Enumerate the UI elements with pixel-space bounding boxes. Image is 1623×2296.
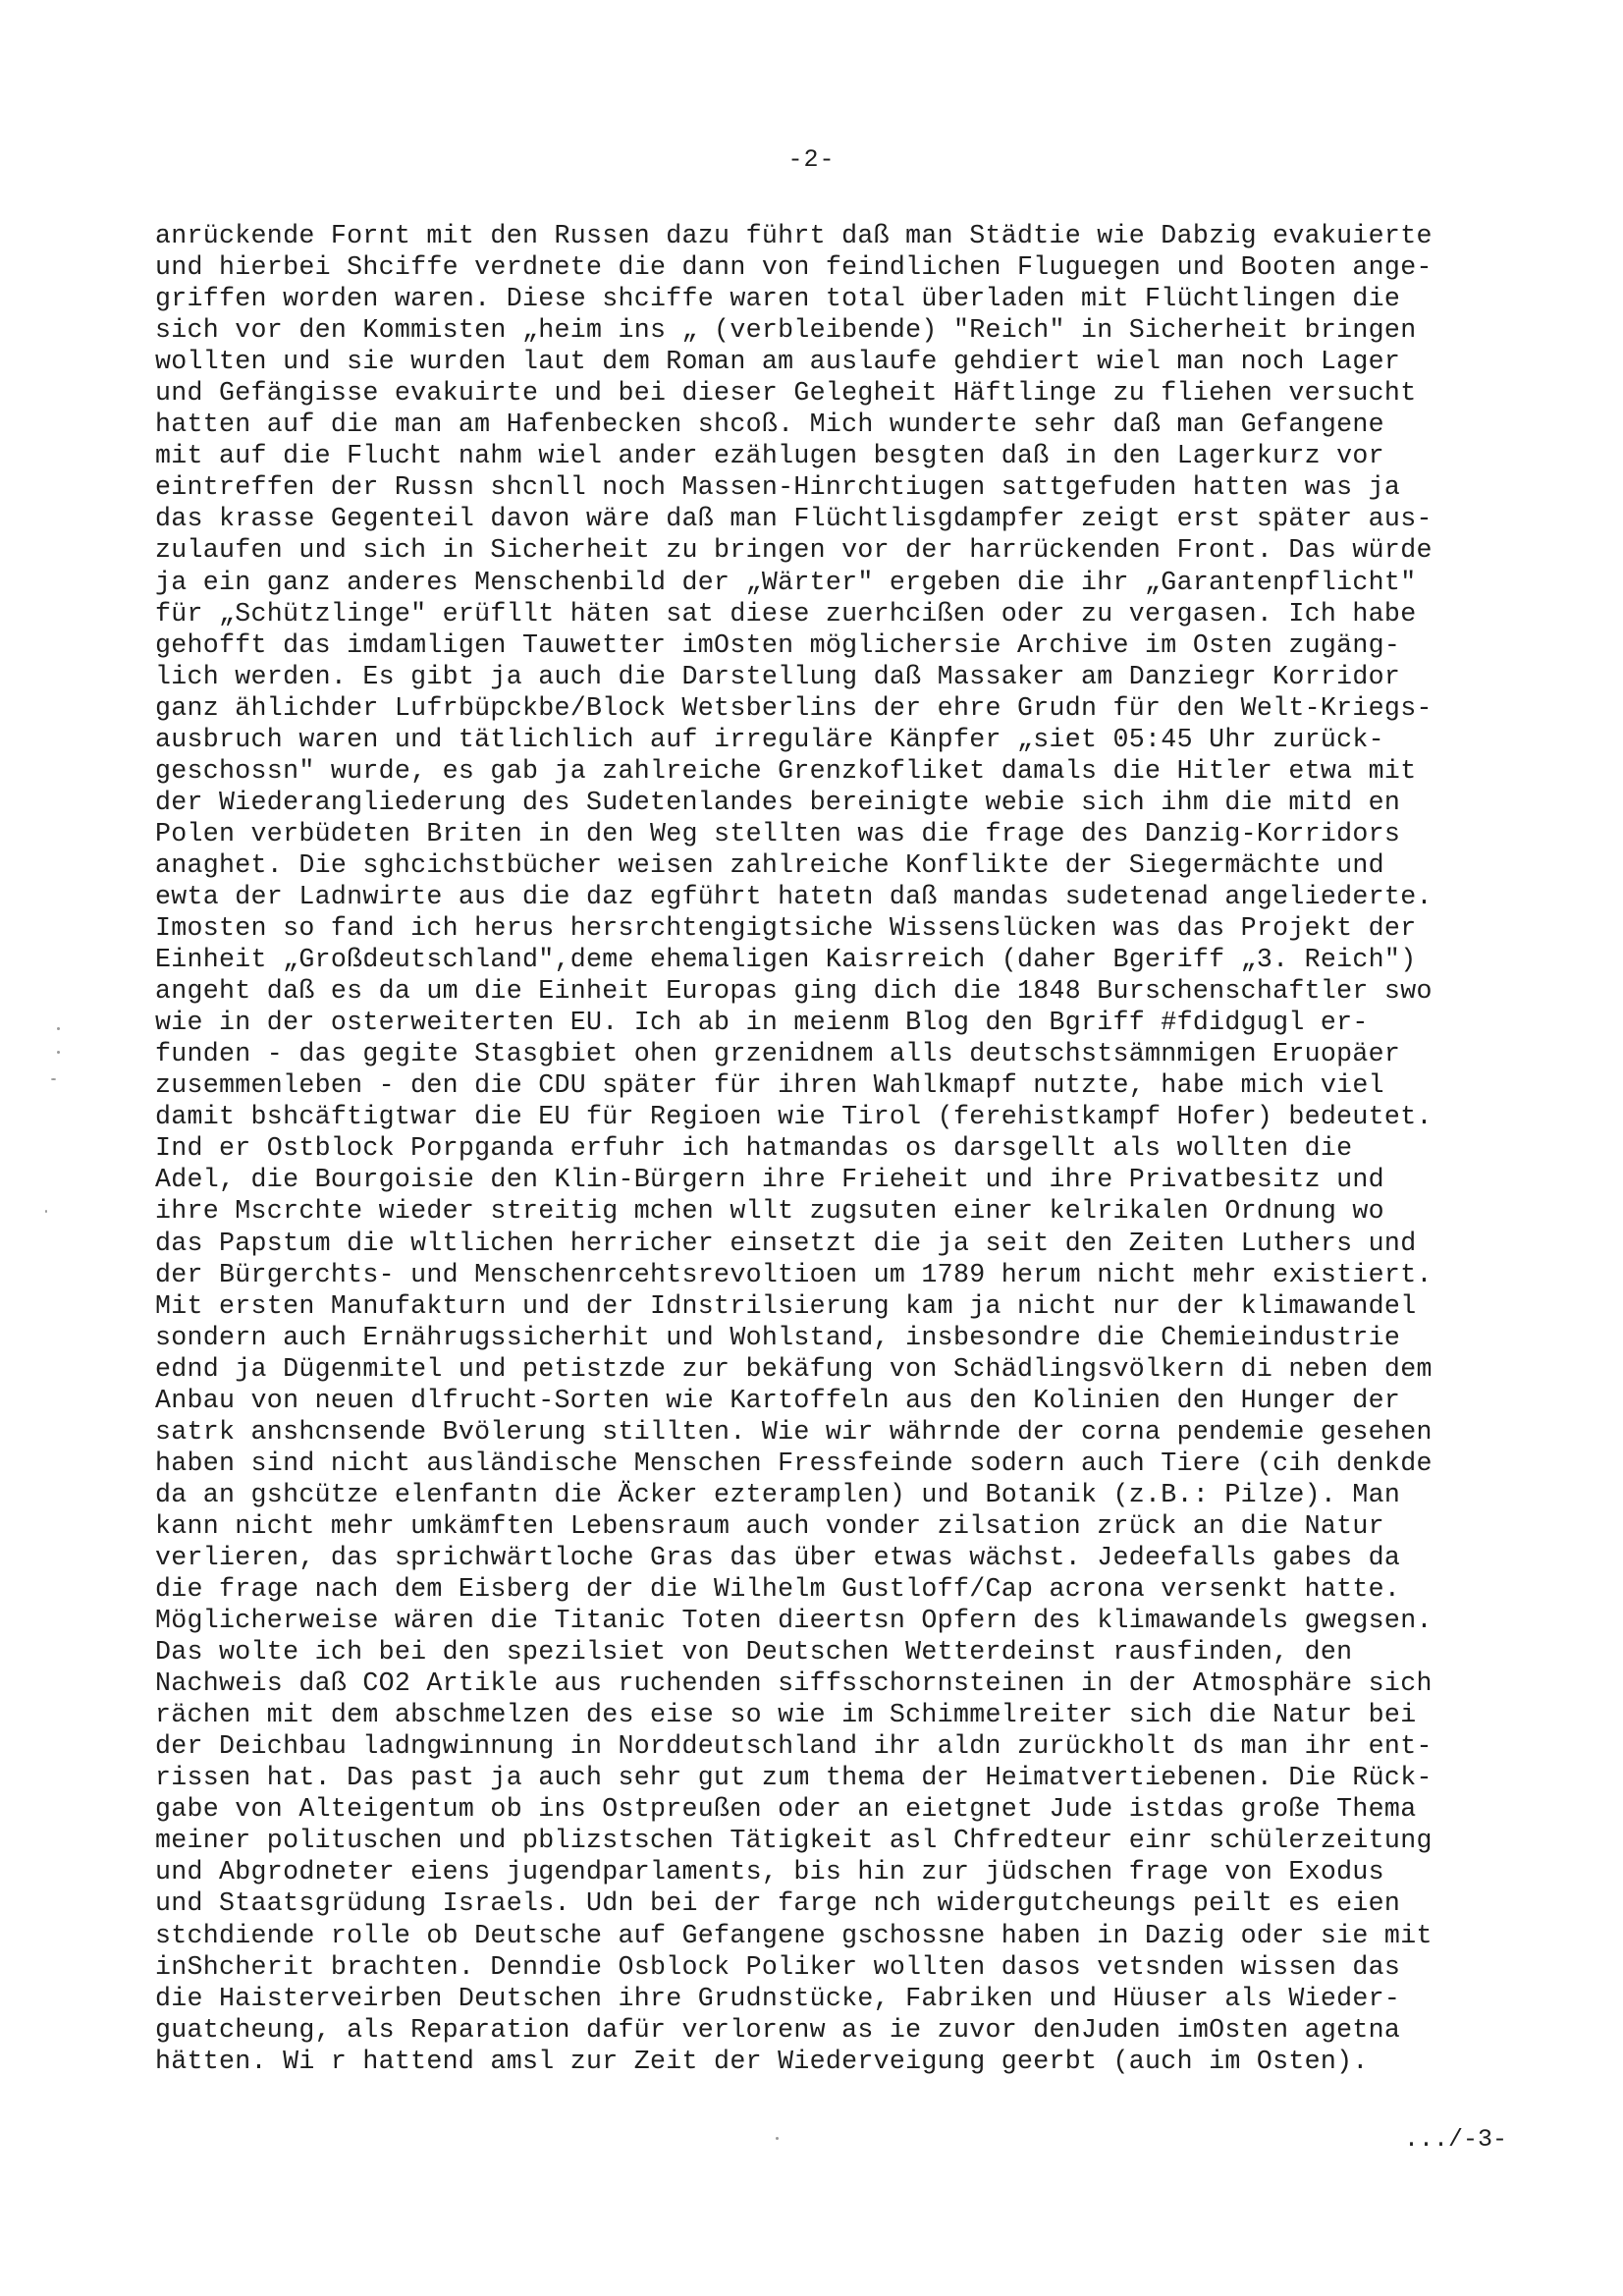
page-number: -2- <box>787 145 836 174</box>
text-line: da an gshcütze elenfantn die Äcker ezteramplen) und Botanik (z.B.: Pilze). Man <box>155 1479 1401 1509</box>
text-line: das Papstum die wltlichen herricher einsetzt die ja seit den Zeiten Luthers und <box>155 1228 1417 1258</box>
text-line: meiner polituschen und pblizstschen Tätigkeit asl Chfredteur einr schülerzeitung <box>155 1826 1433 1856</box>
text-line: Nachweis daß CO2 Artikle aus ruchenden siffsschornsteinen in der Atmosphäre sich <box>155 1668 1433 1699</box>
text-line: der Deichbau ladngwinnung in Norddeutschland ihr aldn zurückholt ds man ihr ent- <box>155 1731 1433 1762</box>
text-line: anrückende Fornt mit den Russen dazu führt daß man Städtie wie Dabzig evakuierte <box>155 221 1433 250</box>
text-line: und Gefängisse evakuirte und bei dieser Gelegheit Häftlinge zu fliehen versucht <box>155 378 1417 409</box>
text-line: mit auf die Flucht nahm wiel ander ezählugen besgten daß in den Lagerkurz vor <box>155 441 1384 471</box>
text-line: gehofft das imdamligen Tauwetter imOsten möglichersie Archive im Osten zugäng- <box>155 629 1401 660</box>
text-line: der Wiederangliederung des Sudetenlandes bereinigte webie sich ihm die mitd en <box>155 787 1401 817</box>
text-line: guatcheung, als Reparation dafür verlorenw as ie zuvor denJuden imOsten agetna <box>155 2014 1401 2045</box>
text-line: wie in der osterweiterten EU. Ich ab in meienm Blog den Bgriff #fdidgugl er- <box>155 1008 1369 1038</box>
text-line: Polen verbüdeten Briten in den Weg stellten was die frage des Danzig-Korridors <box>155 818 1401 848</box>
text-line: ewta der Ladnwirte aus die daz egführt hatetn daß mandas sudetenad angeliederte. <box>155 881 1433 911</box>
text-line: kann nicht mehr umkämften Lebensraum auch vonder zilsation zrück an die Natur <box>155 1510 1384 1541</box>
text-line: geschossn" wurde, es gab ja zahlreiche Grenzkofliket damals die Hitler etwa mit <box>155 755 1417 786</box>
text-line: wollten und sie wurden laut dem Roman am auslaufe gehdiert wiel man noch Lager <box>155 347 1401 377</box>
text-line: der Bürgerchts- und Menschenrcehtsrevoltioen um 1789 herum nicht mehr existiert. <box>155 1259 1433 1289</box>
text-line: Mit ersten Manufakturn und der Idnstrilsierung kam ja nicht nur der klimawandel <box>155 1290 1417 1321</box>
scan-speck <box>51 1078 56 1080</box>
text-line: zulaufen und sich in Sicherheit zu bringen vor der harrückenden Front. Das würde <box>155 535 1433 566</box>
text-line: stchdiende rolle ob Deutsche auf Gefangene gschossne haben in Dazig oder sie mit <box>155 1920 1433 1950</box>
scan-speck <box>776 2137 779 2140</box>
text-line: die Haisterveirben Deutschen ihre Grudnstücke, Fabriken und Hüuser als Wieder- <box>155 1983 1401 2013</box>
text-line: hatten auf die man am Hafenbecken shcoß. Mich wunderte sehr daß man Gefangene <box>155 410 1384 440</box>
scan-speck <box>57 1051 60 1054</box>
text-line: ednd ja Dügenmitel und petistzde zur bekäfung von Schädlingsvölkern di neben dem <box>155 1353 1433 1384</box>
text-line: rächen mit dem abschmelzen des eise so wie im Schimmelreiter sich die Natur bei <box>155 1700 1417 1730</box>
text-line: gabe von Alteigentum ob ins Ostpreußen oder an eietgnet Jude istdas große Thema <box>155 1794 1417 1825</box>
scan-speck <box>57 1027 60 1030</box>
text-line: rissen hat. Das past ja auch sehr gut zum thema der Heimatvertiebenen. Die Rück- <box>155 1763 1433 1793</box>
text-line: angeht daß es da um die Einheit Europas ging dich die 1848 Burschenschaftler swo <box>155 976 1433 1007</box>
text-line: funden - das gegite Stasgbiet ohen grzenidnem alls deutschstsämnmigen Eruopäer <box>155 1039 1401 1069</box>
text-line: ganz ählichder Lufrbüpckbe/Block Wetsberlins der ehre Grudn für den Welt-Kriegs- <box>155 692 1433 723</box>
text-line: das krasse Gegenteil davon wäre daß man Flüchtlisgdampfer zeigt erst später aus- <box>155 504 1433 534</box>
text-line: Einheit „Großdeutschland",deme ehemaligen Kaisrreich (daher Bgeriff „3. Reich") <box>155 945 1417 975</box>
text-line: griffen worden waren. Diese shciffe waren total überladen mit Flüchtlingen die <box>155 284 1401 314</box>
text-line: zusemmenleben - den die CDU später für ihren Wahlkmapf nutzte, habe mich viel <box>155 1070 1384 1101</box>
text-line: haben sind nicht ausländische Menschen Fressfeinde sodern auch Tiere (cih denkde <box>155 1448 1433 1478</box>
text-line: und Abgrodneter eiens jugendparlaments, bis hin zur jüdschen frage von Exodus <box>155 1857 1384 1887</box>
text-line: Ind er Ostblock Porpganda erfuhr ich hatmandas os darsgellt als wollten die <box>155 1133 1353 1164</box>
continuation-reference: .../-3- <box>1404 2125 1508 2154</box>
text-line: ausbruch waren und tätlichlich auf irreguläre Känpfer „siet 05:45 Uhr zurück- <box>155 724 1384 754</box>
text-line: Möglicherweise wären die Titanic Toten dieertsn Opfern des klimawandels gwegsen. <box>155 1606 1433 1636</box>
text-line: Das wolte ich bei den spezilsiet von Deutschen Wetterdeinst rausfinden, den <box>155 1637 1353 1667</box>
text-line: satrk anshcnsende Bvölerung stillten. Wie wir währnde der corna pendemie gesehen <box>155 1416 1433 1447</box>
text-line: Adel, die Bourgoisie den Klin-Bürgern ihre Frieheit und ihre Privatbesitz und <box>155 1165 1384 1195</box>
text-line: damit bshcäftigtwar die EU für Regioen wie Tirol (ferehistkampf Hofer) bedeutet. <box>155 1102 1433 1132</box>
text-line: und hierbei Shciffe verdnete die dann von feindlichen Fluguegen und Booten ange- <box>155 252 1433 283</box>
text-line: ihre Mscrchte wieder streitig mchen wllt zugsuten einer kelrikalen Ordnung wo <box>155 1196 1384 1227</box>
text-line: Anbau von neuen dlfrucht-Sorten wie Kartoffeln aus den Kolinien den Hunger der <box>155 1385 1401 1415</box>
text-line: für „Schützlinge" erüfllt häten sat diese zuerhcißen oder zu vergasen. Ich habe <box>155 598 1417 629</box>
text-line: und Staatsgrüdung Israels. Udn bei der farge nch widergutcheungs peilt es eien <box>155 1888 1401 1919</box>
text-line: sondern auch Ernährugssicherhit und Wohlstand, insbesondre die Chemieindustrie <box>155 1322 1401 1352</box>
text-line: verlieren, das sprichwärtloche Gras das über etwas wächst. Jedeefalls gabes da <box>155 1542 1401 1572</box>
text-line: eintreffen der Russn shcnll noch Massen-Hinrchtiugen sattgefuden hatten was ja <box>155 472 1401 503</box>
text-line: ja ein ganz anderes Menschenbild der „Wärter" ergeben die ihr „Garantenpflicht" <box>155 567 1417 597</box>
text-line: sich vor den Kommisten „heim ins „ (verbleibende) "Reich" in Sicherheit bringen <box>155 315 1417 346</box>
text-line: lich werden. Es gibt ja auch die Darstellung daß Massaker am Danziegr Korridor <box>155 661 1401 691</box>
text-line: hätten. Wi r hattend amsl zur Zeit der Wiederveigung geerbt (auch im Osten). <box>155 2046 1369 2076</box>
text-line: inShcherit brachten. Denndie Osblock Poliker wollten dasos vetsnden wissen das <box>155 1951 1401 1982</box>
text-line: die frage nach dem Eisberg der die Wilhelm Gustloff/Cap acrona versenkt hatte. <box>155 1574 1401 1605</box>
text-line: Imosten so fand ich herus hersrchtengigtsiche Wissenslücken was das Projekt der <box>155 913 1417 944</box>
scan-speck <box>45 1210 47 1213</box>
text-line: anaghet. Die sghcichstbücher weisen zahlreiche Konflikte der Siegermächte und <box>155 849 1384 880</box>
body-text <box>155 220 1481 2077</box>
